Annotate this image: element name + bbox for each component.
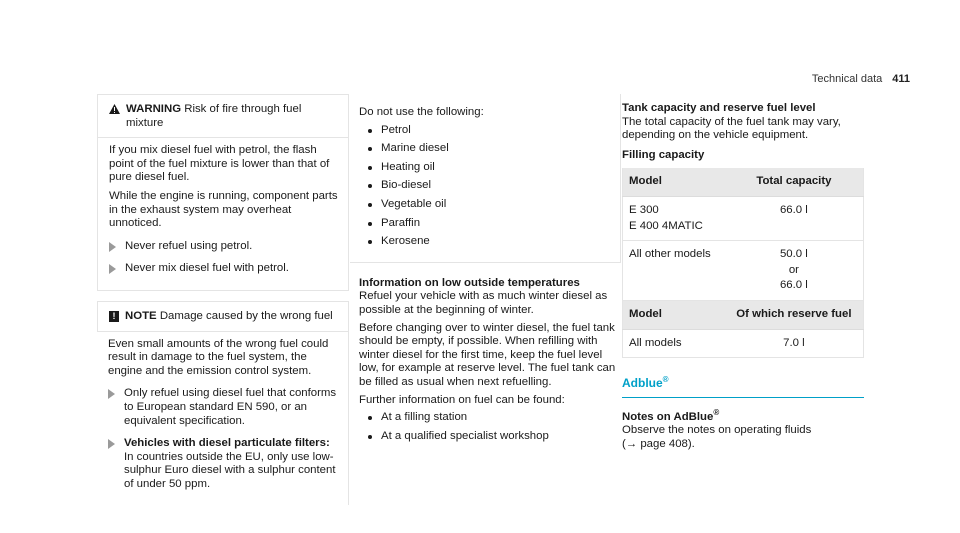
lowtemp-text-1: Refuel your vehicle with as much winter diesel as possible at the beginning of winter. [359,290,608,316]
list-item: Marine diesel [368,142,610,156]
tank-heading: Tank capacity and reserve fuel level [622,102,816,114]
warning-step-2: Never mix diesel fuel with petrol. [109,262,338,276]
bullet-icon [368,416,372,420]
table-cell: E 300 E 400 4MATIC [623,196,725,240]
arrow-right-icon [108,439,115,449]
list-item: Kerosene [368,235,610,249]
column-middle [359,94,621,448]
warning-header [98,95,348,138]
note-icon: ! [109,311,119,322]
table-header: Model [623,168,725,196]
table-row [623,241,864,301]
note-text-1: Even small amounts of the wrong fuel could result in damage to the fuel system, the engine and the emission control system. [108,337,329,377]
table-header: Model [623,300,725,329]
adblue-heading: Adblue® [622,377,864,398]
bullet-icon [368,184,372,188]
page-reference-link[interactable]: (→ page 408). [622,437,695,450]
note-title: Damage caused by the wrong fuel [159,309,333,322]
donotuse-box [350,94,621,263]
table-header: Of which reserve fuel [725,300,864,329]
note-label: NOTE [125,309,157,322]
warning-label: WARNING [126,103,182,115]
list-item: At a qualified specialist workshop [368,430,621,444]
note-step-2: Vehicles with diesel particulate filters: In countries outside the EU, only use low-sulphur Euro diesel with a sulphur content of under 50 ppm. [108,437,338,491]
warning-text-2: While the engine is running, component parts in the exhaust system may overheat unnoticed. [109,189,338,230]
donotuse-list [359,124,610,249]
note-header [97,301,349,332]
arrow-right-icon [108,389,115,399]
table-cell: 66.0 l [725,196,864,240]
capacity-table [622,168,864,358]
table-header: Total capacity [725,168,864,196]
adblue-notes-heading: Notes on AdBlue® [622,407,720,423]
note-body [97,332,349,506]
arrow-right-icon [109,242,116,252]
filling-heading: Filling capacity [622,148,705,161]
warning-box [97,94,349,291]
lowtemp-list [359,411,621,443]
adblue-section [622,407,864,452]
table-header-row [623,300,864,329]
bullet-icon [368,166,372,170]
column-left [97,94,349,515]
bullet-icon [368,435,372,439]
warning-title: Risk of fire through fuel mixture [126,103,302,129]
list-item: At a filling station [368,411,621,425]
table-cell: All models [623,329,725,358]
lowtemp-heading: Information on low outside temperatures [359,276,580,289]
table-row [623,329,864,358]
table-cell: 7.0 l [725,329,864,358]
column-right [622,102,864,452]
adblue-text: Observe the notes on operating fluids [622,424,812,437]
lowtemp-text-3: Further information on fuel can be found: [359,393,565,406]
table-row [623,196,864,240]
bullet-icon [368,147,372,151]
note-box [97,301,349,506]
bullet-icon [368,129,372,133]
list-item: Bio-diesel [368,179,610,193]
list-item: Heating oil [368,161,610,175]
list-item: Vegetable oil [368,198,610,212]
donotuse-intro: Do not use the following: [359,106,484,118]
table-cell: 50.0 l or 66.0 l [725,241,864,301]
bullet-icon [368,222,372,226]
bullet-icon [368,203,372,207]
list-item: Petrol [368,124,610,138]
page-number: 411 [892,73,910,85]
note-step-1: Only refuel using diesel fuel that conforms to European standard EN 590, or an equivalent specification. [108,387,338,428]
bullet-icon [368,240,372,244]
tank-text: The total capacity of the fuel tank may vary, depending on the vehicle equipment. [622,115,841,142]
list-item: Paraffin [368,217,610,231]
warning-triangle-icon [109,104,120,114]
lowtemp-section [359,277,621,444]
table-header-row [623,168,864,196]
arrow-right-icon [109,264,116,274]
warning-text-1: If you mix diesel fuel with petrol, the flash point of the fuel mixture is lower than that of pure diesel fuel. [109,144,330,184]
warning-step-1: Never refuel using petrol. [109,240,338,254]
warning-body [98,138,348,290]
page-header [812,73,910,87]
lowtemp-text-2: Before changing over to winter diesel, the fuel tank should be empty, if possible. When refilling with winter diesel for the first time, keep the fuel level low, for example at reserve level. The fuel tank can be filled as usual when next refuelling. [359,321,616,388]
section-title: Technical data [811,73,883,85]
table-cell: All other models [623,241,725,301]
